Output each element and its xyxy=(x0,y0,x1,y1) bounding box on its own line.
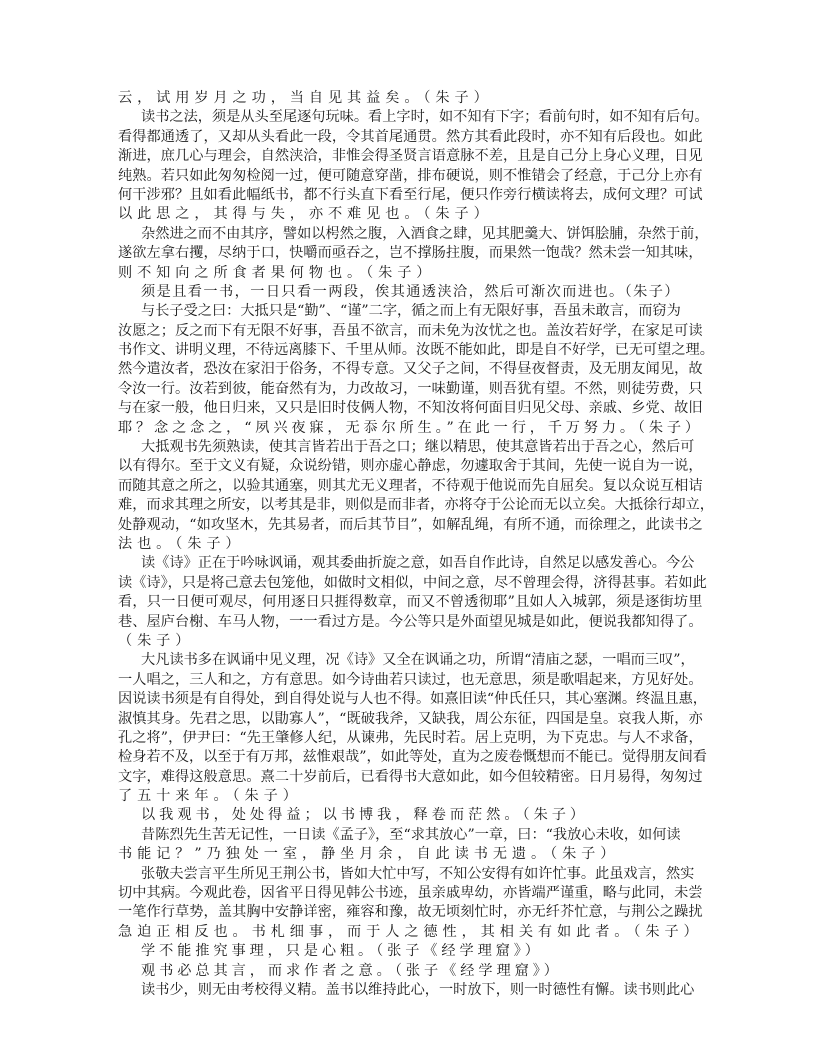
text-line: 杂然进之而不由其序，譬如以枵然之腹，入酒食之肆，见其肥羹大、饼饵脍脯，杂然于前， xyxy=(141,225,709,242)
text-line: 了五十来年。（朱子） xyxy=(118,788,302,805)
text-line: 与长子受之曰：大抵只是“勤”、“谨”二字，循之而上有无限好事，吾虽未敢言，而窃为 xyxy=(141,303,681,320)
text-line: 以此思之，其得与失，亦不难见也。（朱子） xyxy=(118,206,493,223)
text-line: 何干涉邪？且如看此幅纸书，都不行头直下看至行尾，便只作旁行横读将去，成何文理？可试 xyxy=(118,186,703,203)
text-line: 文字，难得这般意思。熹二十岁前后，已看得书大意如此，如今但较精密。日月易得，匆匆过 xyxy=(118,768,703,785)
text-line: 书能记？”乃独处一室，静坐月余，自此读书无遗。（朱子） xyxy=(118,846,620,863)
text-line: 读书少，则无由考校得义精。盖书以维持此心，一时放下，则一时德性有懈。读书则此心 xyxy=(141,981,695,998)
text-line: 令汝一行。汝若到彼，能奋然有为，力改故习，一味勤谨，则吾犹有望。不然，则徒劳费，只 xyxy=(118,380,703,397)
text-line: 检身若不及，以至于有万邦，兹惟艰哉”，如此等处，直为之废卷慨想而不能已。觉得朋友间看 xyxy=(118,749,707,766)
text-line: 淑慎其身。先君之思，以勖寡人”，“既破我斧，又缺我，周公东征，四国是皇。哀我人斯，亦 xyxy=(118,710,703,727)
text-line: 看得都通透了，又却从头看此一段，令其首尾通贯。然方其看此段时，亦不知有后段也。如此 xyxy=(118,128,703,145)
document-page xyxy=(118,89,714,1000)
text-line: 渐进，庶几心与理会，自然浃洽，非惟会得圣贤言语意脉不差，且是自己分上身心义理，日见 xyxy=(118,148,703,165)
text-line: 观书必总其言，而求作者之意。（张子《经学理窟》） xyxy=(141,962,562,979)
text-line: （朱子） xyxy=(118,632,195,649)
text-line: 耶？念之念之，“夙兴夜寐，无忝尔所生。”在此一行，千万努力。（朱子） xyxy=(118,419,703,436)
paragraph xyxy=(118,942,703,961)
paragraph xyxy=(118,651,707,806)
text-line: 急迫正相反也。书札细事，而于人之德性，其相关有如此者。（朱子） xyxy=(118,923,703,940)
text-line: 则不知向之所食者果何物也。（朱子） xyxy=(118,264,436,281)
text-line: 因说读书须是有自得处，到自得处说与人也不得。如熹旧读“仲氏任只，其心塞渊。终温且惠， xyxy=(118,691,707,708)
text-line: 孔之将”，伊尹曰：“先王肇修人纪，从谏弗，先民时若。居上克明，为下克忠。与人不求备， xyxy=(118,729,703,746)
paragraph xyxy=(118,283,703,302)
text-line: 一人唱之，三人和之，方有意思。如今诗曲若只读过，也无意思，须是歌唱起来，方见好处。 xyxy=(118,671,703,688)
text-line: 而随其意之所之，以验其通塞，则其尤无义理者，不待观于他说而先自屈矣。复以众说互相诘 xyxy=(118,477,703,494)
paragraph xyxy=(118,962,703,981)
text-line: 读书之法，须是从头至尾逐句玩味。看上字时，如不知有下字；看前句时，如不知有后句。 xyxy=(141,109,709,126)
paragraph xyxy=(118,554,707,651)
text-line: 读《诗》，只是将己意去包笼他，如做时文相似，中间之意，尽不曾理会得，济得甚事。若如此 xyxy=(118,574,707,591)
text-line: 须是且看一书，一日只看一两段，俟其通透浃洽，然后可渐次而进也。（朱子） xyxy=(141,283,680,300)
text-line: 遂欲左拿右攫，尽纳于口，快嚼而亟吞之，岂不撑肠拄腹，而果然一饱哉？然未尝一知其味， xyxy=(118,245,703,262)
paragraph xyxy=(118,981,703,1000)
paragraph xyxy=(118,438,714,554)
paragraph xyxy=(118,225,709,283)
paragraph xyxy=(118,302,714,438)
text-line: 看，只一日便可观尽，何用逐日只捱得数章，而又不曾透彻耶”且如人入城郭，须是逐街坊里 xyxy=(118,594,703,611)
text-line: 然今遣汝者，恐汝在家汨于俗务，不得专意。又父子之间，不得昼夜督责，及无朋友闻见，故 xyxy=(118,361,703,378)
text-line: 切中其病。今观此卷，因省平日得见韩公书迹，虽亲戚卑幼，亦皆端严谨重，略与此同，未尝 xyxy=(118,885,703,902)
text-line: 以我观书，处处得益；以书博我，释卷而茫然。（朱子） xyxy=(141,807,589,824)
text-line: 大凡读书多在讽诵中见义理，况《诗》又全在讽诵之功，所谓“清庙之瑟，一唱而三叹”， xyxy=(141,652,695,669)
text-line: 昔陈烈先生苦无记性，一日读《孟子》，至“求其放心”一章，曰：“我放心未收，如何读 xyxy=(141,826,681,843)
text-line: 以有得尔。至于文义有疑，众说纷错，则亦虚心静虑，勿遽取舍于其间，先使一说自为一说， xyxy=(118,458,703,475)
text-line: 与在家一般，他日归来，又只是旧时伎俩人物，不知汝将何面目归见父母、亲戚、乡党、故旧 xyxy=(118,400,703,417)
text-line: 法也。（朱子） xyxy=(118,535,245,552)
text-line: 难，而求其理之所安，以考其是非，则似是而非者，亦将夺于公论而无以立矣。大抵徐行却立， xyxy=(118,497,714,514)
text-line: 书作文、讲明义理，不待远离膝下、千里从师。汝既不能如此，即是自不好学，已无可望之理。 xyxy=(118,342,714,359)
text-line: 学不能推究事理，只是心粗。（张子《经学理窟》） xyxy=(141,943,543,960)
text-line: 云，试用岁月之功，当自见其益矣。（朱子） xyxy=(118,90,493,106)
text-line: 大抵观书先须熟读，使其言皆若出于吾之口；继以精思，使其意皆若出于吾之心，然后可 xyxy=(141,439,695,456)
paragraph xyxy=(118,865,703,943)
paragraph xyxy=(118,826,703,865)
text-line: 纯熟。若只如此匆匆检阅一过，便可随意穿凿，排布硬说，则不惟错会了经意，于己分上亦有 xyxy=(118,167,703,184)
text-line: 巷、屋庐台榭、车马人物，一一看过方是。今公等只是外面望见城是如此，便说我都知得了。 xyxy=(118,613,703,630)
text-line: 读《诗》正在于吟咏讽诵，观其委曲折旋之意，如吾自作此诗，自然足以感发善心。今公 xyxy=(141,555,695,572)
paragraph xyxy=(118,89,703,108)
text-line: 张敬夫尝言平生所见王荆公书，皆如大忙中写，不知公安得有如许忙事。此虽戏言，然实 xyxy=(141,865,695,882)
text-line: 汝愿之；反之而下有无限不好事，吾虽不欲言，而未免为汝忧之也。盖汝若好学，在家足可读 xyxy=(118,322,703,339)
text-line: 处静观动，“如攻坚木，先其易者，而后其节目”，如解乱绳，有所不通，而徐理之，此读书之 xyxy=(118,516,703,533)
text-line: 一笔作行草势，盖其胸中安静详密，雍容和豫，故无顷刻忙时，亦无纤芥忙意，与荆公之躁扰 xyxy=(118,904,703,921)
paragraph xyxy=(118,806,703,825)
paragraph xyxy=(118,108,709,224)
